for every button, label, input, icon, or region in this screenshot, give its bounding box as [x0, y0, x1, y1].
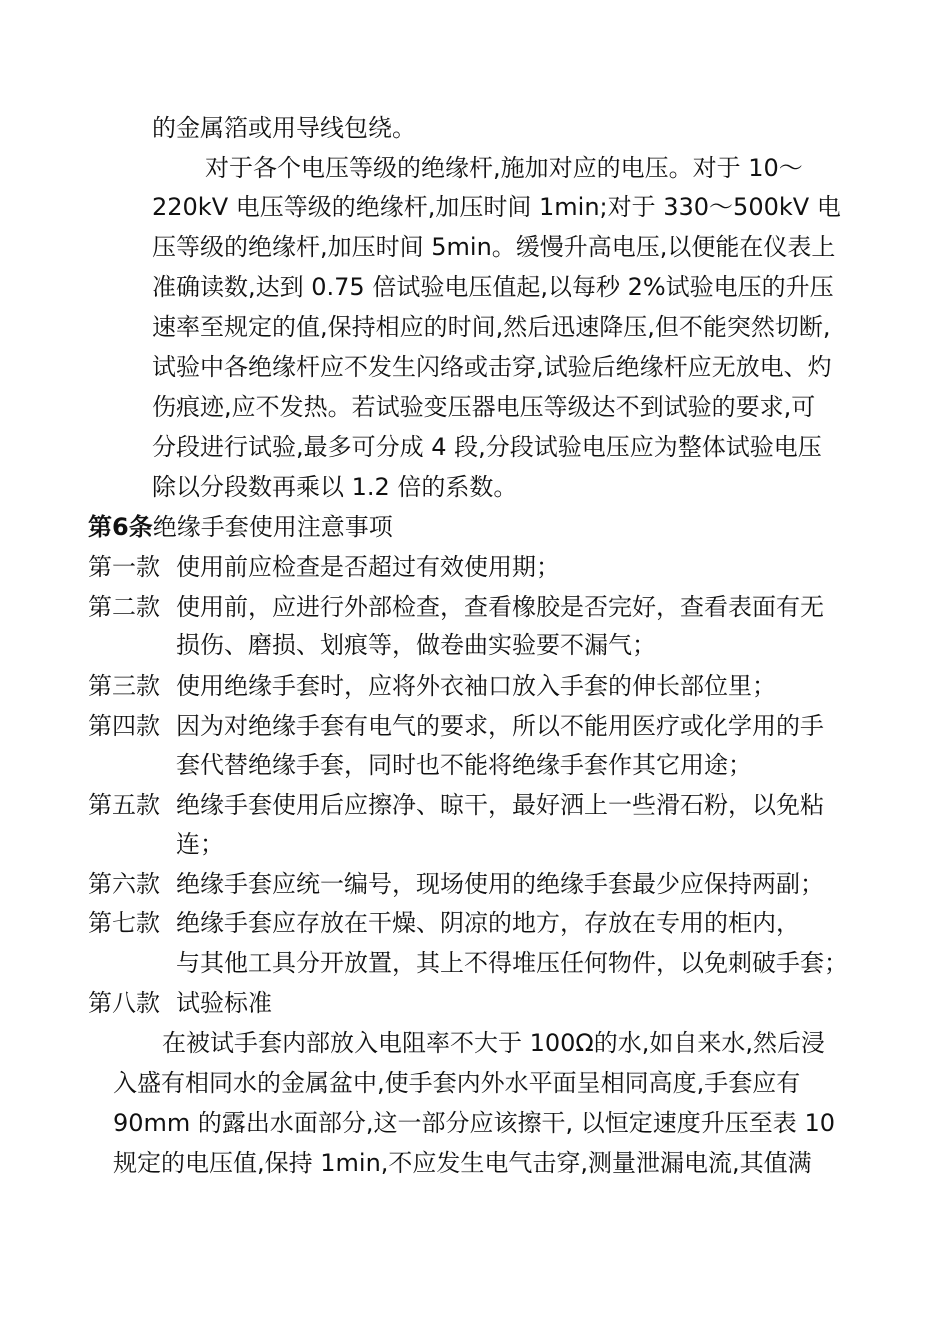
clause-text: 绝缘手套使用后应擦净、晾干，最好洒上一些滑石粉，以免粘 [176, 791, 824, 819]
clause-text: 损伤、磨损、划痕等，做卷曲实验要不漏气； [176, 631, 656, 659]
test-standard-line: 在被试手套内部放入电阻率不大于 100Ω的水,如自来水,然后浸 [162, 1029, 826, 1057]
clause-label: 第八款 [88, 989, 160, 1017]
test-standard-line: 入盛有相同水的金属盆中,使手套内外水平面呈相同高度,手套应有 [113, 1069, 801, 1097]
clause-label: 第三款 [88, 672, 160, 700]
clause-text: 试验标准 [176, 989, 272, 1017]
clause-label: 第一款 [88, 553, 160, 581]
intro-line: 分段进行试验,最多可分成 4 段,分段试验电压应为整体试验电压 [152, 433, 822, 461]
clause-label: 第五款 [88, 791, 160, 819]
intro-line: 除以分段数再乘以 1.2 倍的系数。 [152, 473, 518, 501]
intro-line: 的金属箔或用导线包绕。 [152, 114, 416, 142]
intro-line: 准确读数,达到 0.75 倍试验电压值起,以每秒 2%试验电压的升压 [152, 273, 834, 301]
clause-text: 与其他工具分开放置，其上不得堆压任何物件，以免刺破手套； [176, 949, 848, 977]
clause-text: 使用绝缘手套时，应将外衣袖口放入手套的伸长部位里； [176, 672, 776, 700]
article-title: 绝缘手套使用注意事项 [152, 513, 393, 541]
clause-text: 使用前，应进行外部检查，查看橡胶是否完好，查看表面有无 [176, 593, 824, 621]
clause-text: 因为对绝缘手套有电气的要求，所以不能用医疗或化学用的手 [176, 712, 824, 740]
clause-text: 套代替绝缘手套，同时也不能将绝缘手套作其它用途； [176, 751, 752, 779]
test-standard-line: 规定的电压值,保持 1min,不应发生电气击穿,测量泄漏电流,其值满 [113, 1149, 812, 1177]
clause-label: 第四款 [88, 712, 160, 740]
article-heading [88, 512, 393, 542]
intro-line: 压等级的绝缘杆,加压时间 5min。缓慢升高电压,以便能在仪表上 [152, 233, 836, 261]
intro-line: 试验中各绝缘杆应不发生闪络或击穿,试验后绝缘杆应无放电、灼 [152, 353, 832, 381]
article-number: 第6条 [88, 513, 153, 541]
clause-text: 绝缘手套应存放在干燥、阴凉的地方，存放在专用的柜内， [176, 909, 800, 937]
clause-label: 第六款 [88, 870, 160, 898]
clause-text: 连； [176, 830, 224, 858]
test-standard-line: 90mm 的露出水面部分,这一部分应该擦干, 以恒定速度升压至表 10 [113, 1109, 835, 1137]
intro-line: 速率至规定的值,保持相应的时间,然后迅速降压,但不能突然切断, [152, 313, 831, 341]
intro-line: 对于各个电压等级的绝缘杆,施加对应的电压。对于 10～ [205, 154, 803, 182]
intro-line: 伤痕迹,应不发热。若试验变压器电压等级达不到试验的要求,可 [152, 393, 816, 421]
clause-text: 绝缘手套应统一编号，现场使用的绝缘手套最少应保持两副； [176, 870, 824, 898]
clause-label: 第七款 [88, 909, 160, 937]
clause-text: 使用前应检查是否超过有效使用期； [176, 553, 560, 581]
intro-line: 220kV 电压等级的绝缘杆,加压时间 1min;对于 330～500kV 电 [152, 193, 841, 221]
clause-label: 第二款 [88, 593, 160, 621]
